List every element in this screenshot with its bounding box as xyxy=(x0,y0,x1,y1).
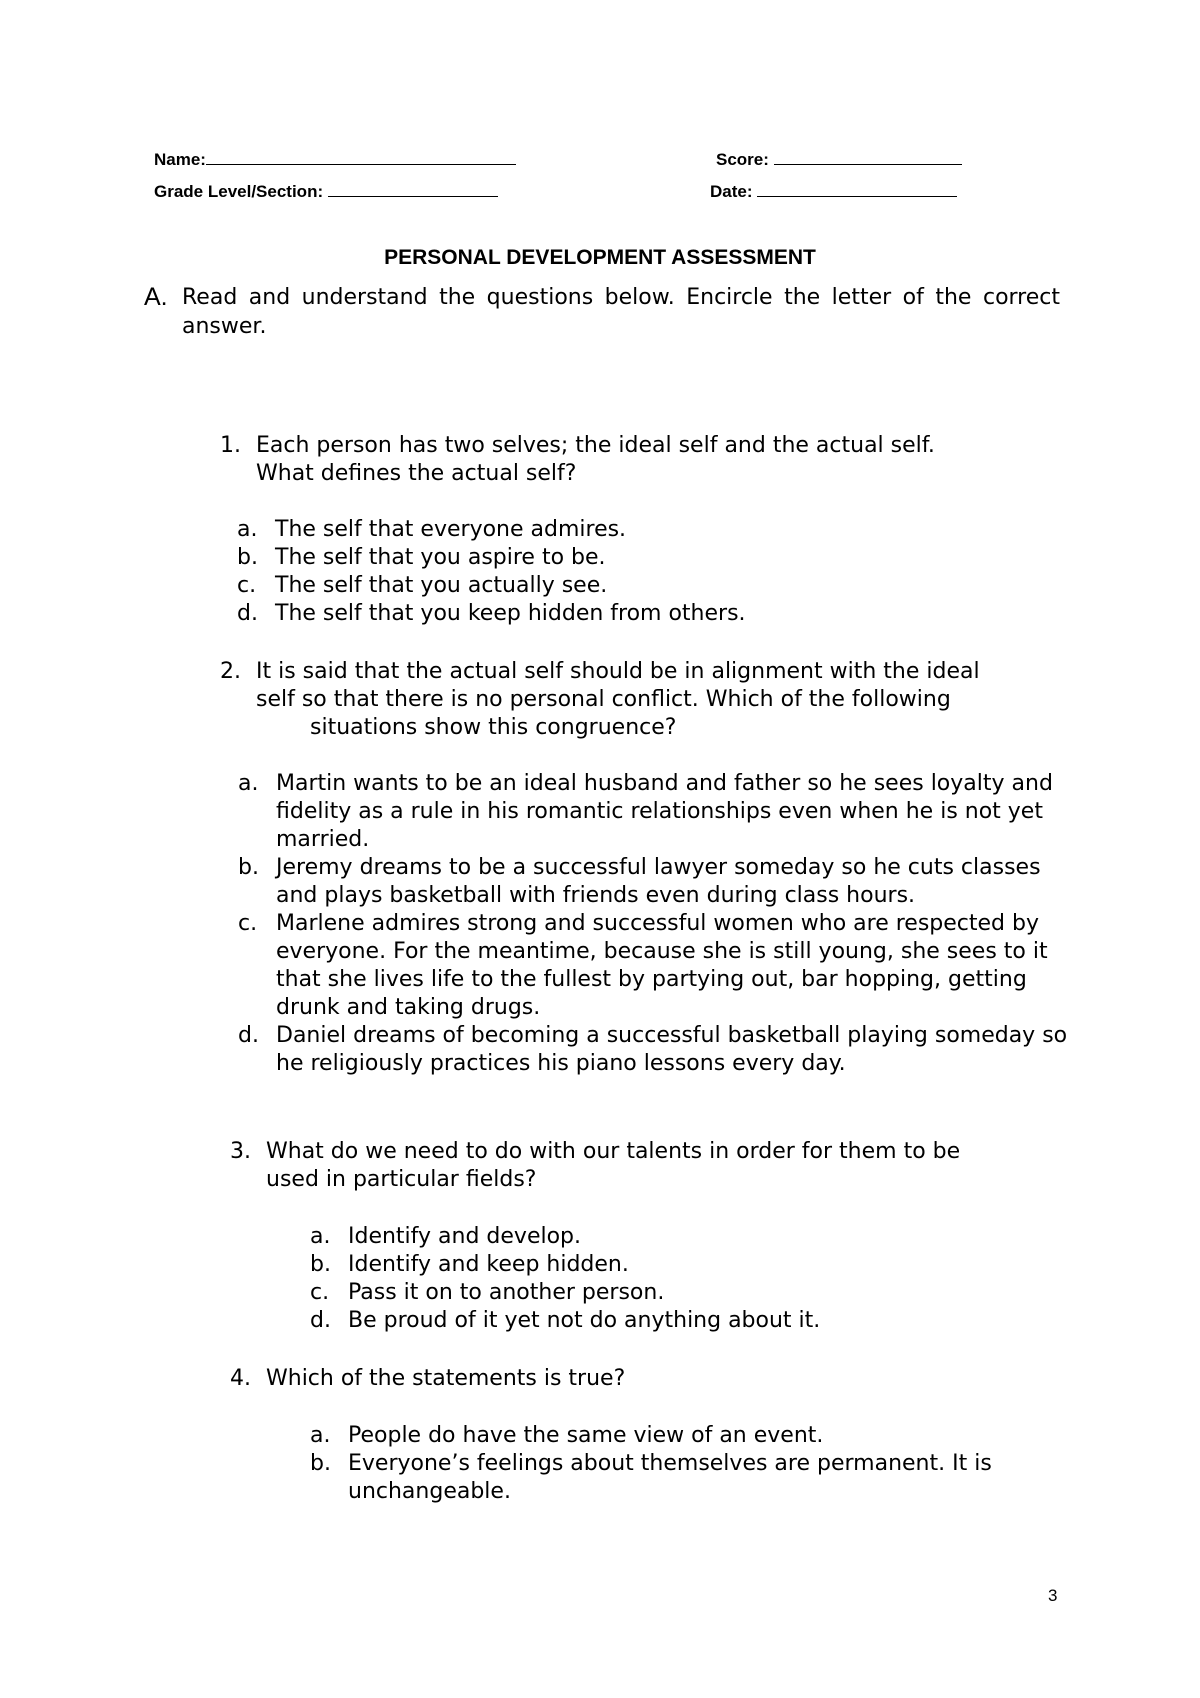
section-letter: A. xyxy=(144,283,168,311)
grade-section-blank xyxy=(328,181,498,197)
option-text: Daniel dreams of becoming a successful basketball playing someday so he religiously practices his piano lessons every day. xyxy=(276,1023,1068,1076)
option-c xyxy=(238,910,1078,1022)
question-text-line: What do we need to do with our talents in order for them to be xyxy=(266,1139,961,1164)
option-text: People do have the same view of an event. xyxy=(348,1423,824,1448)
option-a xyxy=(310,1223,1070,1251)
score-label: Score: xyxy=(716,150,769,169)
date-field xyxy=(710,181,957,202)
option-text: Martin wants to be an ideal husband and father so he sees loyalty and fidelity as a rule in his romantic relationships even when he is not yet married. xyxy=(276,771,1053,852)
option-letter: d. xyxy=(237,601,258,626)
option-a xyxy=(310,1422,1070,1450)
question-number: 3. xyxy=(230,1139,251,1164)
instruction-text: Read and understand the questions below. Encircle the letter of the correct answer. xyxy=(182,285,1060,339)
question-4-options xyxy=(310,1422,1070,1506)
grade-section-field xyxy=(154,181,498,202)
option-letter: c. xyxy=(238,911,258,936)
option-letter: a. xyxy=(238,771,259,796)
question-3 xyxy=(230,1138,1070,1194)
option-b xyxy=(310,1251,1070,1279)
question-number: 1. xyxy=(220,433,241,458)
option-text: The self that you keep hidden from others. xyxy=(275,601,746,626)
date-blank xyxy=(757,181,957,197)
question-text xyxy=(266,1365,1070,1393)
option-text: Pass it on to another person. xyxy=(348,1280,665,1305)
option-text: The self that you actually see. xyxy=(275,573,608,598)
question-3-options xyxy=(310,1223,1070,1335)
question-4 xyxy=(230,1365,1070,1393)
instruction-block xyxy=(144,283,1060,341)
option-c xyxy=(237,572,1057,600)
question-text-line: It is said that the actual self should be in alignment with the ideal xyxy=(256,659,980,684)
question-text-line: self so that there is no personal conflict. Which of the following xyxy=(256,687,951,712)
question-text-line: What defines the actual self? xyxy=(256,461,577,486)
option-letter: d. xyxy=(238,1023,259,1048)
question-text-line: Each person has two selves; the ideal self and the actual self. xyxy=(256,433,935,458)
option-letter: c. xyxy=(310,1280,330,1305)
question-number: 4. xyxy=(230,1366,251,1391)
option-letter: b. xyxy=(310,1252,331,1277)
option-letter: a. xyxy=(310,1224,331,1249)
question-2 xyxy=(220,658,1070,742)
name-label: Name: xyxy=(154,150,206,169)
question-1-options xyxy=(237,516,1057,628)
option-d xyxy=(237,600,1057,628)
question-text xyxy=(256,658,1070,742)
option-letter: a. xyxy=(237,517,258,542)
question-text-line: situations show this congruence? xyxy=(310,715,677,740)
date-label: Date: xyxy=(710,182,753,201)
question-2-options xyxy=(238,770,1078,1078)
question-text-line: used in particular fields? xyxy=(266,1167,537,1192)
option-text: The self that you aspire to be. xyxy=(275,545,606,570)
question-text-line: Which of the statements is true? xyxy=(266,1366,626,1391)
option-text: Identify and develop. xyxy=(348,1224,582,1249)
option-d xyxy=(238,1022,1078,1078)
page-number: 3 xyxy=(1048,1586,1058,1605)
name-blank xyxy=(206,149,516,165)
option-text: Be proud of it yet not do anything about it. xyxy=(348,1308,821,1333)
option-text: Jeremy dreams to be a successful lawyer someday so he cuts classes and plays basketball with friends even during class hours. xyxy=(276,855,1041,908)
grade-section-label: Grade Level/Section: xyxy=(154,182,324,201)
option-letter: b. xyxy=(310,1451,331,1476)
score-blank xyxy=(774,149,962,165)
option-b xyxy=(310,1450,1070,1506)
question-1 xyxy=(220,432,1050,488)
name-field xyxy=(154,149,516,170)
option-b xyxy=(237,544,1057,572)
option-letter: d. xyxy=(310,1308,331,1333)
option-letter: c. xyxy=(237,573,257,598)
question-text xyxy=(256,432,1050,488)
option-b xyxy=(238,854,1078,910)
option-text: Marlene admires strong and successful women who are respected by everyone. For the meantime, because she is still young, she sees to it that she lives life to the fullest by partying out, bar hopping, getting drunk and taking drugs. xyxy=(276,911,1048,1020)
option-text: Identify and keep hidden. xyxy=(348,1252,629,1277)
option-letter: b. xyxy=(238,855,259,880)
page-title: PERSONAL DEVELOPMENT ASSESSMENT xyxy=(384,246,816,269)
option-a xyxy=(237,516,1057,544)
option-letter: b. xyxy=(237,545,258,570)
question-text xyxy=(266,1138,1070,1194)
option-a xyxy=(238,770,1078,854)
option-text: The self that everyone admires. xyxy=(275,517,627,542)
score-field xyxy=(716,149,962,170)
option-d xyxy=(310,1307,1070,1335)
option-c xyxy=(310,1279,1070,1307)
option-letter: a. xyxy=(310,1423,331,1448)
option-text: Everyone’s feelings about themselves are permanent. It is unchangeable. xyxy=(348,1451,992,1504)
question-number: 2. xyxy=(220,659,241,684)
